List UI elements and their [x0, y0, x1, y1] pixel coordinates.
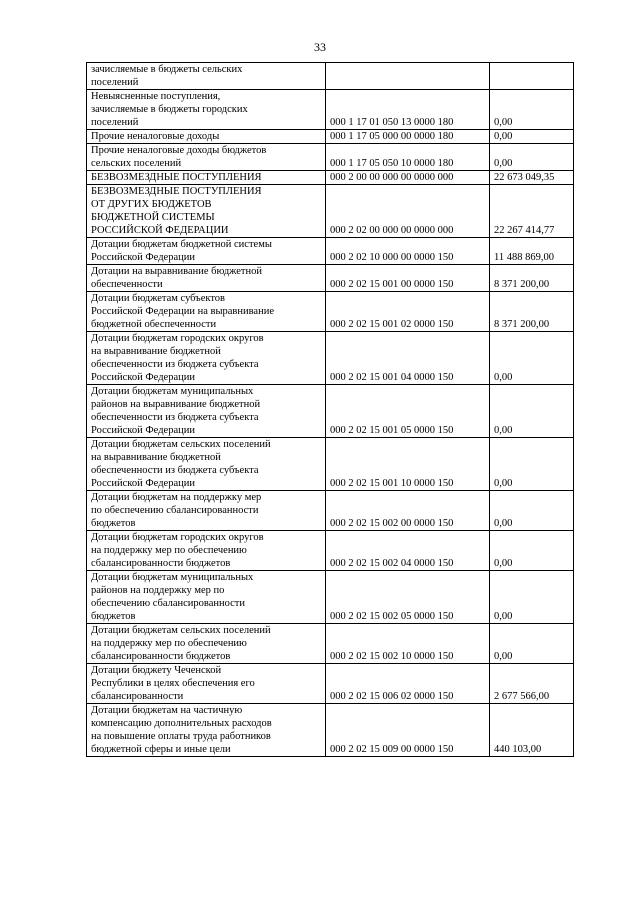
row-name-cell: Дотации на выравнивание бюджетной обеспеченности — [87, 265, 326, 292]
row-amount-cell: 0,00 — [490, 90, 574, 130]
row-code-cell: 000 2 02 15 001 05 0000 150 — [326, 385, 490, 438]
table-row — [87, 90, 574, 130]
table-row — [87, 63, 574, 90]
row-code-cell: 000 2 02 15 001 00 0000 150 — [326, 265, 490, 292]
row-code-cell: 000 2 02 15 001 10 0000 150 — [326, 438, 490, 491]
row-code-cell — [326, 63, 490, 90]
table-row — [87, 624, 574, 664]
row-code-cell: 000 2 02 15 001 02 0000 150 — [326, 292, 490, 332]
row-name-cell: Дотации бюджетам субъектов Российской Федерации на выравнивание бюджетной обеспеченности — [87, 292, 326, 332]
row-code-cell: 000 2 02 15 006 02 0000 150 — [326, 664, 490, 704]
row-amount-cell: 11 488 869,00 — [490, 238, 574, 265]
row-name-cell: Прочие неналоговые доходы — [87, 130, 326, 144]
row-name-cell: Дотации бюджетам муниципальных районов на поддержку мер по обеспечению сбалансированности бюджетов — [87, 571, 326, 624]
row-amount-cell — [490, 63, 574, 90]
row-amount-cell: 0,00 — [490, 571, 574, 624]
row-amount-cell: 0,00 — [490, 438, 574, 491]
row-code-cell: 000 1 17 01 050 13 0000 180 — [326, 90, 490, 130]
row-code-cell: 000 2 02 15 009 00 0000 150 — [326, 704, 490, 757]
table-row — [87, 144, 574, 171]
table-row — [87, 385, 574, 438]
table-row — [87, 265, 574, 292]
row-name-cell: Дотации бюджетам бюджетной системы Российской Федерации — [87, 238, 326, 265]
row-name-cell: БЕЗВОЗМЕЗДНЫЕ ПОСТУПЛЕНИЯ — [87, 171, 326, 185]
page-number: 33 — [314, 40, 326, 54]
table-row — [87, 292, 574, 332]
table-row — [87, 491, 574, 531]
row-code-cell: 000 2 02 15 002 04 0000 150 — [326, 531, 490, 571]
table-row — [87, 704, 574, 757]
row-amount-cell: 0,00 — [490, 531, 574, 571]
row-amount-cell: 0,00 — [490, 491, 574, 531]
row-amount-cell: 8 371 200,00 — [490, 265, 574, 292]
row-name-cell: Дотации бюджетам на поддержку мер по обеспечению сбалансированности бюджетов — [87, 491, 326, 531]
row-amount-cell: 0,00 — [490, 385, 574, 438]
row-name-cell: зачисляемые в бюджеты сельских поселений — [87, 63, 326, 90]
table-row — [87, 571, 574, 624]
table-row — [87, 438, 574, 491]
table-row — [87, 664, 574, 704]
row-code-cell: 000 2 02 15 002 00 0000 150 — [326, 491, 490, 531]
row-code-cell: 000 2 02 15 001 04 0000 150 — [326, 332, 490, 385]
row-name-cell: Дотации бюджетам городских округов на поддержку мер по обеспечению сбалансированности бюджетов — [87, 531, 326, 571]
row-code-cell: 000 2 02 00 000 00 0000 000 — [326, 185, 490, 238]
row-amount-cell: 0,00 — [490, 130, 574, 144]
row-amount-cell: 8 371 200,00 — [490, 292, 574, 332]
row-code-cell: 000 2 00 00 000 00 0000 000 — [326, 171, 490, 185]
row-name-cell: Невыясненные поступления, зачисляемые в бюджеты городских поселений — [87, 90, 326, 130]
revenue-table — [86, 62, 574, 757]
row-name-cell: БЕЗВОЗМЕЗДНЫЕ ПОСТУПЛЕНИЯ ОТ ДРУГИХ БЮДЖЕТОВ БЮДЖЕТНОЙ СИСТЕМЫ РОССИЙСКОЙ ФЕДЕРАЦИИ — [87, 185, 326, 238]
row-amount-cell: 22 267 414,77 — [490, 185, 574, 238]
row-name-cell: Дотации бюджетам на частичную компенсацию дополнительных расходов на повышение оплаты труда работников бюджетной сферы и иные цели — [87, 704, 326, 757]
row-name-cell: Дотации бюджетам муниципальных районов на выравнивание бюджетной обеспеченности из бюджета субъекта Российской Федерации — [87, 385, 326, 438]
row-amount-cell: 440 103,00 — [490, 704, 574, 757]
row-name-cell: Дотации бюджету Чеченской Республики в целях обеспечения его сбалансированности — [87, 664, 326, 704]
revenue-table-body — [87, 63, 574, 757]
table-row — [87, 171, 574, 185]
table-row — [87, 130, 574, 144]
row-amount-cell: 2 677 566,00 — [490, 664, 574, 704]
row-code-cell: 000 1 17 05 050 10 0000 180 — [326, 144, 490, 171]
row-name-cell: Дотации бюджетам сельских поселений на поддержку мер по обеспечению сбалансированности бюджетов — [87, 624, 326, 664]
row-name-cell: Дотации бюджетам сельских поселений на выравнивание бюджетной обеспеченности из бюджета субъекта Российской Федерации — [87, 438, 326, 491]
row-amount-cell: 0,00 — [490, 144, 574, 171]
row-name-cell: Прочие неналоговые доходы бюджетов сельских поселений — [87, 144, 326, 171]
row-code-cell: 000 2 02 10 000 00 0000 150 — [326, 238, 490, 265]
row-code-cell: 000 2 02 15 002 05 0000 150 — [326, 571, 490, 624]
table-row — [87, 531, 574, 571]
table-row — [87, 185, 574, 238]
row-amount-cell: 0,00 — [490, 332, 574, 385]
table-row — [87, 238, 574, 265]
row-amount-cell: 0,00 — [490, 624, 574, 664]
table-row — [87, 332, 574, 385]
row-amount-cell: 22 673 049,35 — [490, 171, 574, 185]
row-code-cell: 000 1 17 05 000 00 0000 180 — [326, 130, 490, 144]
row-name-cell: Дотации бюджетам городских округов на выравнивание бюджетной обеспеченности из бюджета субъекта Российской Федерации — [87, 332, 326, 385]
row-code-cell: 000 2 02 15 002 10 0000 150 — [326, 624, 490, 664]
